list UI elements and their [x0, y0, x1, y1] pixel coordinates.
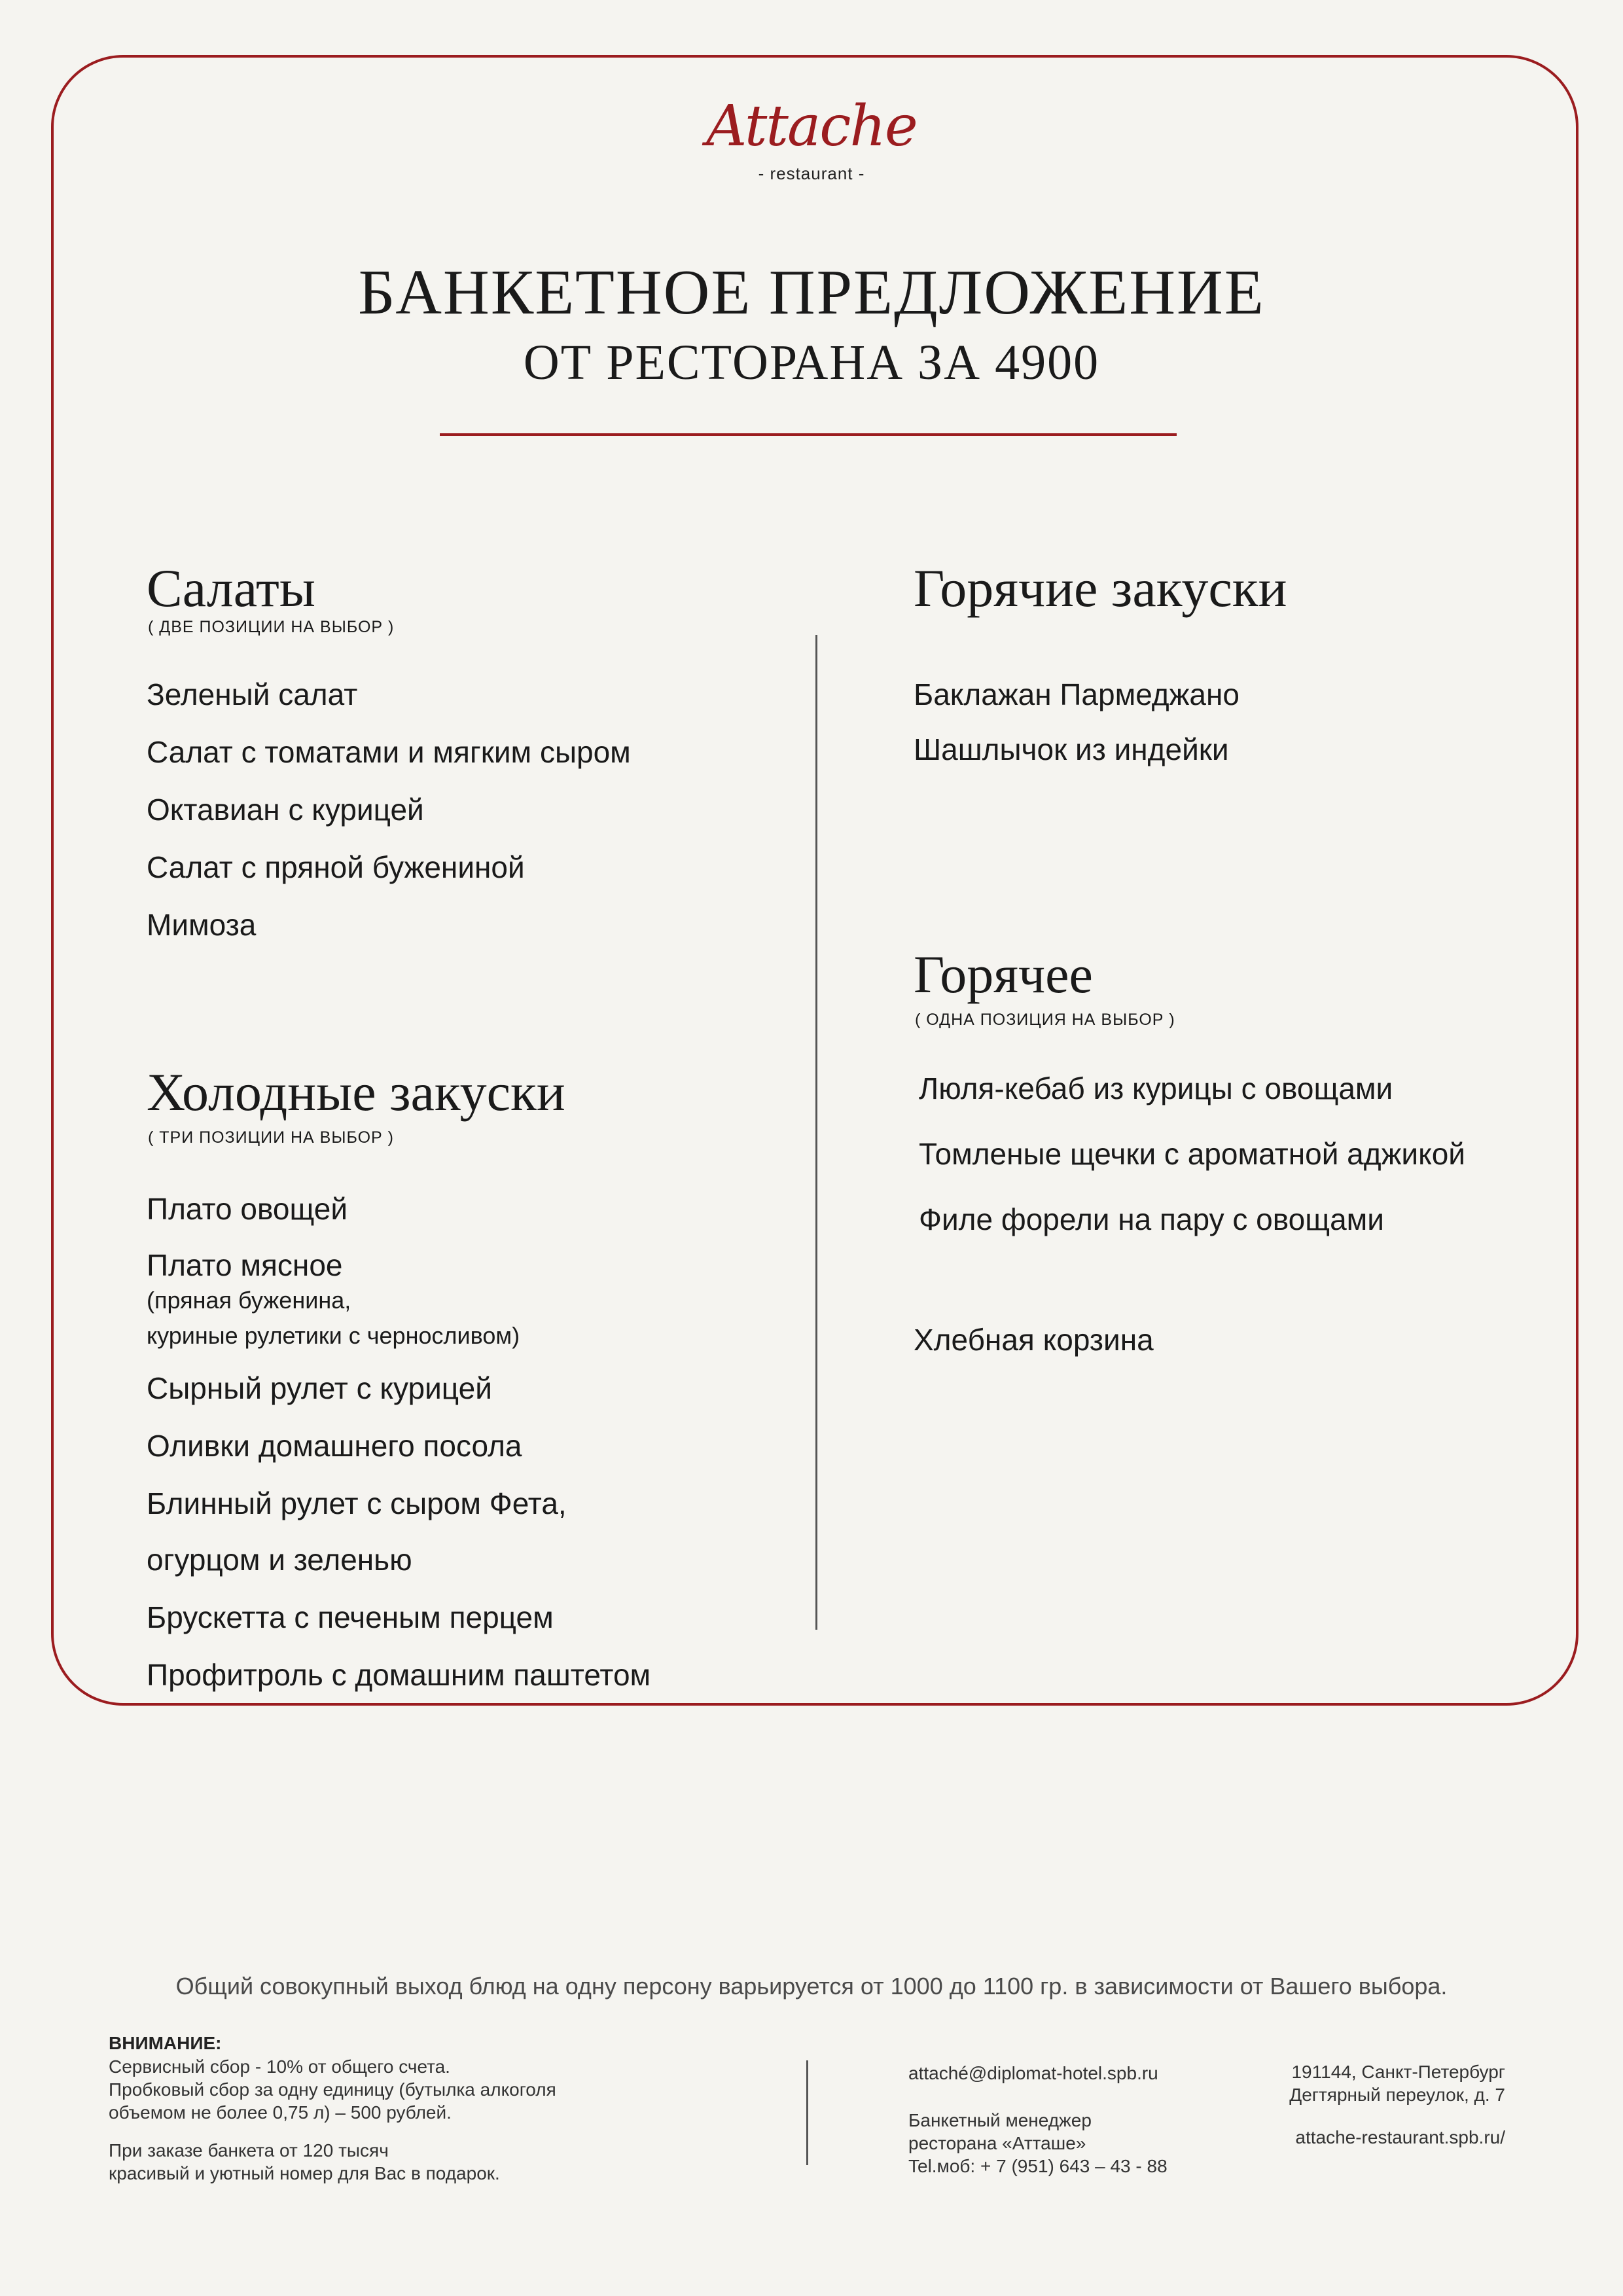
- menu-item: Блинный рулет с сыром Фета,: [147, 1486, 567, 1520]
- menu-item-note: (пряная буженина,: [147, 1287, 351, 1314]
- menu-item: Салат с томатами и мягким сыром: [147, 735, 631, 769]
- total-weight-note: Общий совокупный выход блюд на одну персону варьируется от 1000 до 1100 гр. в зависимости от Вашего выбора.: [175, 1973, 1448, 2000]
- contact-phone[interactable]: Tel.моб: + 7 (951) 643 – 43 - 88: [908, 2156, 1168, 2176]
- logo-subtitle: - restaurant -: [758, 164, 865, 183]
- section-title-hot: Горячее: [914, 944, 1093, 1004]
- page-subtitle: ОТ РЕСТОРАНА ЗА 4900: [523, 335, 1100, 390]
- menu-item: Брускетта с печеным перцем: [147, 1600, 554, 1634]
- menu-item: Филе форели на пару с овощами: [919, 1202, 1384, 1236]
- title-divider: [440, 433, 1177, 436]
- corkage-note: Пробковый сбор за одну единицу (бутылка алкоголя: [109, 2079, 556, 2100]
- section-note-salads: ( ДВЕ ПОЗИЦИИ НА ВЫБОР ): [148, 618, 395, 636]
- menu-item: Шашлычок из индейки: [914, 732, 1229, 766]
- manager-label: ресторана «Атташе»: [908, 2133, 1086, 2153]
- logo: [0, 94, 1623, 184]
- manager-label: Банкетный менеджер: [908, 2110, 1092, 2130]
- menu-item: Зеленый салат: [147, 677, 358, 711]
- menu-item: Люля-кебаб из курицы с овощами: [919, 1071, 1393, 1105]
- logo-mark: Attache: [706, 94, 917, 159]
- bread-basket: Хлебная корзина: [914, 1323, 1154, 1357]
- menu-item: Октавиан с курицей: [147, 793, 424, 827]
- menu-item: Профитроль с домашним паштетом: [147, 1658, 651, 1692]
- column-divider: [815, 635, 817, 1630]
- menu-item: огурцом и зеленью: [147, 1543, 412, 1577]
- website-link[interactable]: attache-restaurant.spb.ru/: [1295, 2127, 1505, 2147]
- menu-item: Плато мясное: [147, 1248, 343, 1282]
- corkage-note: объемом не более 0,75 л) – 500 рублей.: [109, 2102, 452, 2123]
- contact-email[interactable]: attaché@diplomat-hotel.spb.ru: [908, 2063, 1158, 2083]
- address-line: 191144, Санкт-Петербург: [1291, 2062, 1505, 2082]
- menu-item: Оливки домашнего посола: [147, 1429, 522, 1463]
- section-title-cold-appetizers: Холодные закуски: [147, 1062, 565, 1122]
- section-title-salads: Салаты: [147, 558, 315, 618]
- menu-item: Салат с пряной бужениной: [147, 850, 525, 884]
- menu-item: Томленые щечки с ароматной аджикой: [919, 1137, 1465, 1171]
- menu-item-note: куриные рулетики с черносливом): [147, 1322, 520, 1349]
- gift-note: При заказе банкета от 120 тысяч: [109, 2140, 389, 2161]
- address-line: Дегтярный переулок, д. 7: [1289, 2085, 1505, 2105]
- footer-divider: [806, 2060, 808, 2165]
- menu-item: Плато овощей: [147, 1192, 348, 1226]
- section-note-cold-appetizers: ( ТРИ ПОЗИЦИИ НА ВЫБОР ): [148, 1128, 394, 1147]
- section-note-hot: ( ОДНА ПОЗИЦИЯ НА ВЫБОР ): [915, 1011, 1175, 1029]
- menu-item: Мимоза: [147, 908, 257, 942]
- service-fee-note: Сервисный сбор - 10% от общего счета.: [109, 2056, 450, 2077]
- gift-note: красивый и уютный номер для Вас в подарок.: [109, 2163, 500, 2183]
- section-title-hot-appetizers: Горячие закуски: [914, 558, 1287, 618]
- page-title: БАНКЕТНОЕ ПРЕДЛОЖЕНИЕ: [358, 257, 1265, 328]
- menu-item: Баклажан Пармеджано: [914, 677, 1240, 711]
- attention-label: ВНИМАНИЕ:: [109, 2033, 222, 2053]
- menu-item: Сырный рулет с курицей: [147, 1371, 492, 1405]
